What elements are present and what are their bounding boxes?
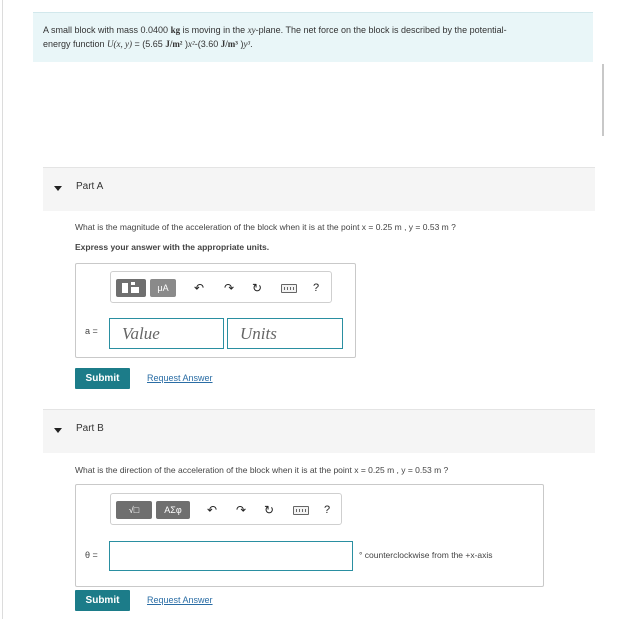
sqrt-button-label: √□ (128, 505, 140, 515)
intro-unit: J/m² (165, 39, 183, 49)
angle-input[interactable] (109, 541, 353, 571)
intro-var: y³ (243, 39, 251, 49)
help-icon[interactable]: ? (313, 282, 320, 294)
value-input[interactable] (109, 318, 224, 349)
left-border (2, 0, 3, 619)
template-icon (121, 282, 141, 294)
part-a-answer-box (75, 263, 356, 358)
part-b-variable-label: θ = (85, 550, 98, 560)
redo-icon[interactable]: ↷ (224, 281, 235, 295)
math-toolbar (110, 493, 342, 525)
units-placeholder: Units (240, 324, 277, 343)
intro-unit: kg (170, 25, 181, 35)
part-b-question: What is the direction of the acceleration of the block when it is at the point x = 0.25 m , y = 0.53 m ? (75, 465, 449, 475)
keyboard-icon[interactable] (293, 506, 309, 515)
help-icon[interactable]: ? (324, 504, 331, 516)
part-a-request-answer-link[interactable]: Request Answer (147, 373, 213, 383)
part-a-title: Part A (76, 181, 104, 192)
greek-button-label: ΑΣφ (164, 505, 182, 515)
intro-fn: U(x, y) (107, 39, 133, 49)
intro-text: energy function (43, 39, 108, 49)
part-b-title: Part B (76, 423, 104, 434)
undo-icon[interactable]: ↶ (207, 503, 218, 517)
math-toolbar (110, 271, 332, 303)
intro-line-1 (43, 23, 583, 37)
units-button-label: μA (157, 283, 169, 293)
part-b-request-answer-link[interactable]: Request Answer (147, 595, 213, 605)
scrollbar[interactable] (602, 64, 604, 136)
intro-text: . (250, 39, 253, 49)
intro-line-2 (43, 37, 583, 51)
units-input[interactable] (227, 318, 343, 349)
units-button[interactable] (150, 279, 176, 297)
redo-icon[interactable]: ↷ (236, 503, 247, 517)
collapse-triangle-icon[interactable] (54, 186, 62, 191)
intro-var: xy (247, 25, 256, 35)
reset-icon[interactable]: ↻ (264, 503, 275, 517)
angle-units-note: ° counterclockwise from the +x-axis (359, 550, 493, 560)
part-a-instruction: Express your answer with the appropriate units. (75, 242, 270, 252)
template-button[interactable] (116, 279, 146, 297)
intro-var: x² (188, 39, 195, 49)
keyboard-icon[interactable] (281, 284, 297, 293)
undo-icon[interactable]: ↶ (194, 281, 205, 295)
intro-text: -(3.60 (194, 39, 221, 49)
intro-text: is moving in the (180, 25, 248, 35)
part-a-submit-button[interactable]: Submit (75, 368, 130, 389)
problem-intro (33, 12, 593, 62)
collapse-triangle-icon[interactable] (54, 428, 62, 433)
intro-text: ) (182, 39, 189, 49)
intro-text: -plane. The net force on the block is described by the potential- (255, 25, 507, 35)
greek-symbols-button[interactable] (156, 501, 190, 519)
part-a-header[interactable] (43, 167, 595, 211)
reset-icon[interactable]: ↻ (252, 281, 263, 295)
part-b-header[interactable] (43, 409, 595, 453)
part-b-answer-box (75, 484, 544, 587)
part-b-submit-button[interactable]: Submit (75, 590, 130, 611)
intro-text: A small block with mass 0.0400 (43, 25, 171, 35)
intro-text: = (5.65 (132, 39, 166, 49)
part-a-variable-label: a = (85, 326, 98, 336)
value-placeholder: Value (122, 324, 160, 343)
part-a-question: What is the magnitude of the acceleration of the block when it is at the point x = 0.25 m , y = 0.53 m ? (75, 222, 456, 232)
intro-unit: J/m³ (220, 39, 238, 49)
intro-text: ) (237, 39, 244, 49)
sqrt-template-button[interactable] (116, 501, 152, 519)
